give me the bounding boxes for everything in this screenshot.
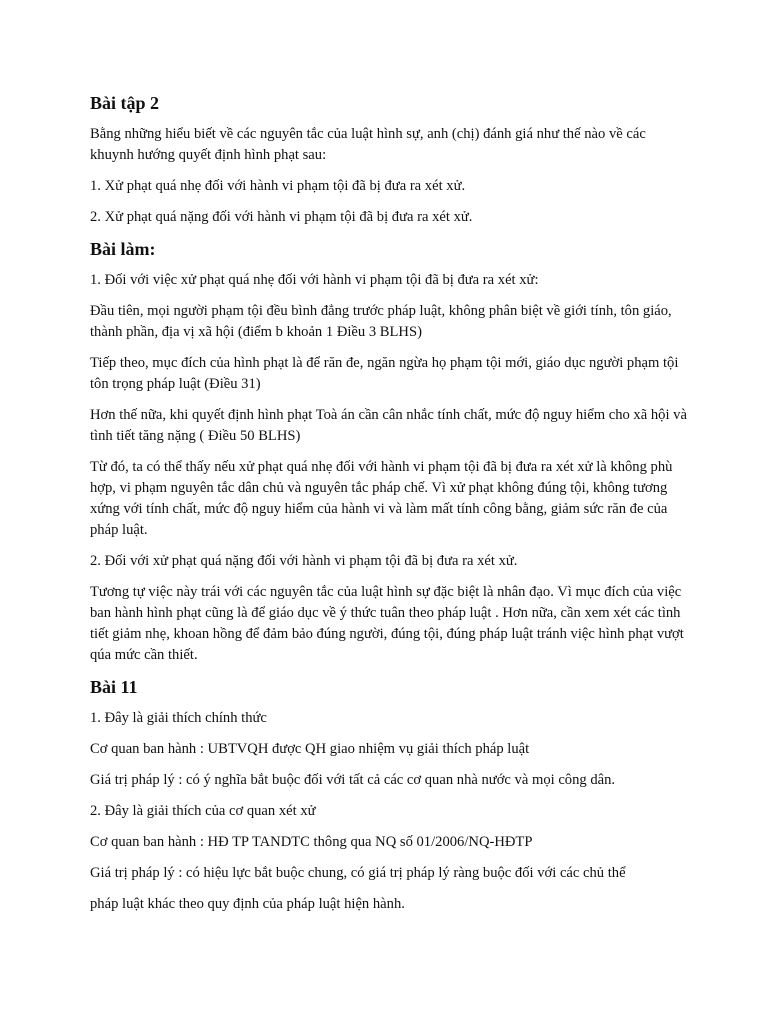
answer-paragraph-4: Hơn thế nữa, khi quyết định hình phạt Toà án cần cân nhắc tính chất, mức độ nguy hiểm cho xã hội và tình tiết tăng nặng ( Điều 50 BLHS) — [90, 407, 687, 444]
question-item-1: 1. Xử phạt quá nhẹ đối với hành vi phạm tội đã bị đưa ra xét xử. — [90, 178, 466, 194]
question-item-2: 2. Xử phạt quá nặng đối với hành vi phạm tội đã bị đưa ra xét xử. — [90, 209, 473, 225]
answer-paragraph-6: 2. Đối với xử phạt quá nặng đối với hành vi phạm tội đã bị đưa ra xét xử. — [90, 553, 518, 569]
bai11-paragraph-6: Giá trị pháp lý : có hiệu lực bắt buộc chung, có giá trị pháp lý ràng buộc đối với các chủ thể — [90, 865, 626, 881]
bai11-paragraph-5: Cơ quan ban hành : HĐ TP TANDTC thông qua NQ số 01/2006/NQ-HĐTP — [90, 834, 533, 850]
answer-paragraph-7: Tương tự việc này trái với các nguyên tắc của luật hình sự đặc biệt là nhân đạo. Vì mục đích của việc ban hành hình phạt cũng là để giáo dục về ý thức tuân theo pháp luật . Hơn nữa, cần xem xét các tình tiết giảm nhẹ, khoan hồng để đảm bảo đúng người, đúng tội, đúng pháp luật tránh việc hình phạt vượt qúa mức cần thiết. — [90, 584, 684, 663]
bai11-paragraph-2: Cơ quan ban hành : UBTVQH được QH giao nhiệm vụ giải thích pháp luật — [90, 741, 530, 757]
answer-paragraph-1: 1. Đối với việc xử phạt quá nhẹ đối với hành vi phạm tội đã bị đưa ra xét xử: — [90, 272, 539, 288]
bai11-paragraph-1: 1. Đây là giải thích chính thức — [90, 710, 267, 726]
bai11-paragraph-4: 2. Đây là giải thích của cơ quan xét xử — [90, 803, 316, 819]
question-paragraph: Bằng những hiểu biết về các nguyên tắc của luật hình sự, anh (chị) đánh giá như thế nào về các khuynh hướng quyết định hình phạt sau: — [90, 126, 646, 163]
heading-bai-lam: Bài làm: — [90, 239, 156, 259]
heading-bai-11: Bài 11 — [90, 677, 138, 697]
document-page — [90, 88, 690, 925]
answer-paragraph-3: Tiếp theo, mục đích của hình phạt là để răn đe, ngăn ngừa họ phạm tội mới, giáo dục người phạm tội tôn trọng pháp luật (Điều 31) — [90, 355, 679, 392]
bai11-paragraph-7: pháp luật khác theo quy định của pháp luật hiện hành. — [90, 896, 405, 912]
answer-paragraph-2: Đầu tiên, mọi người phạm tội đều bình đẳng trước pháp luật, không phân biệt về giới tính, tôn giáo, thành phần, địa vị xã hội (điểm b khoản 1 Điều 3 BLHS) — [90, 303, 672, 340]
heading-bai-tap-2: Bài tập 2 — [90, 93, 160, 113]
answer-paragraph-5: Từ đó, ta có thể thấy nếu xử phạt quá nhẹ đối với hành vi phạm tội đã bị đưa ra xét xử là không phù hợp, vi phạm nguyên tắc dân chủ và nguyên tắc pháp chế. Vì xử phạt không đúng tội, không tương xứng với tính chất, mức độ nguy hiểm của hành vi và làm mất tính công bằng, giảm sức răn đe của pháp luật. — [90, 459, 673, 538]
bai11-paragraph-3: Giá trị pháp lý : có ý nghĩa bắt buộc đối với tất cả các cơ quan nhà nước và mọi công dân. — [90, 772, 616, 788]
